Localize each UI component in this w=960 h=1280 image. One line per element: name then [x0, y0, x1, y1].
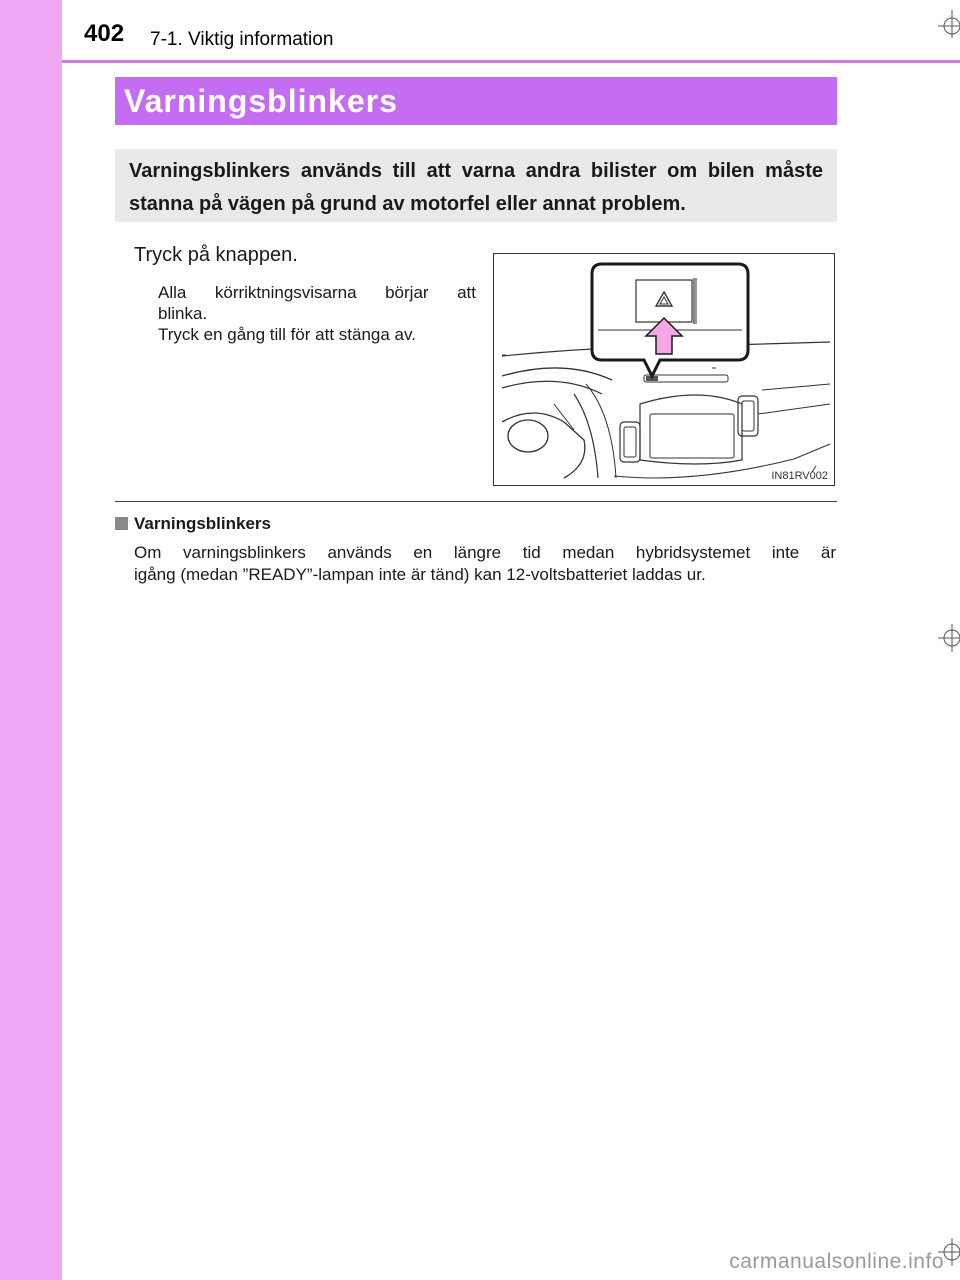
instruction-step: Tryck på knappen.	[134, 244, 298, 266]
note-body	[134, 542, 836, 586]
intro-box	[115, 149, 837, 222]
registration-mark-icon	[938, 10, 960, 38]
instruction-description	[158, 282, 476, 345]
registration-mark-icon	[938, 624, 960, 652]
intro-text: Varningsblinkers används till att varna andra bilister om bilen måste stanna på vägen på grund av motorfel eller annat problem.	[129, 160, 823, 215]
hazard-button-illustration	[493, 253, 835, 486]
description-line: blinka.	[158, 304, 208, 323]
header-rule	[62, 60, 960, 63]
section-title: Varningsblinkers	[124, 83, 398, 119]
figure-code: IN81RV002	[771, 470, 828, 482]
note-line: igång (medan ”READY”-lampan inte är tänd) kan 12-voltsbatteriet laddas ur.	[134, 565, 706, 584]
section-divider	[115, 501, 837, 502]
square-bullet-icon	[115, 517, 128, 530]
note-line: Om varningsblinkers används en längre tid medan hybridsystemet inte är	[134, 543, 836, 562]
note-heading	[115, 514, 271, 534]
dashboard-drawing	[494, 254, 833, 484]
watermark: carmanualsonline.info	[729, 1250, 944, 1273]
side-color-strip	[0, 0, 62, 1280]
description-line: Alla körriktningsvisarna börjar att	[158, 283, 476, 302]
press-arrow-icon	[644, 316, 684, 356]
description-line: Tryck en gång till för att stänga av.	[158, 325, 416, 344]
section-name: 7-1. Viktig information	[150, 29, 334, 50]
page-number: 402	[84, 20, 125, 47]
note-heading-text: Varningsblinkers	[134, 514, 271, 533]
section-title-bar	[115, 77, 837, 125]
